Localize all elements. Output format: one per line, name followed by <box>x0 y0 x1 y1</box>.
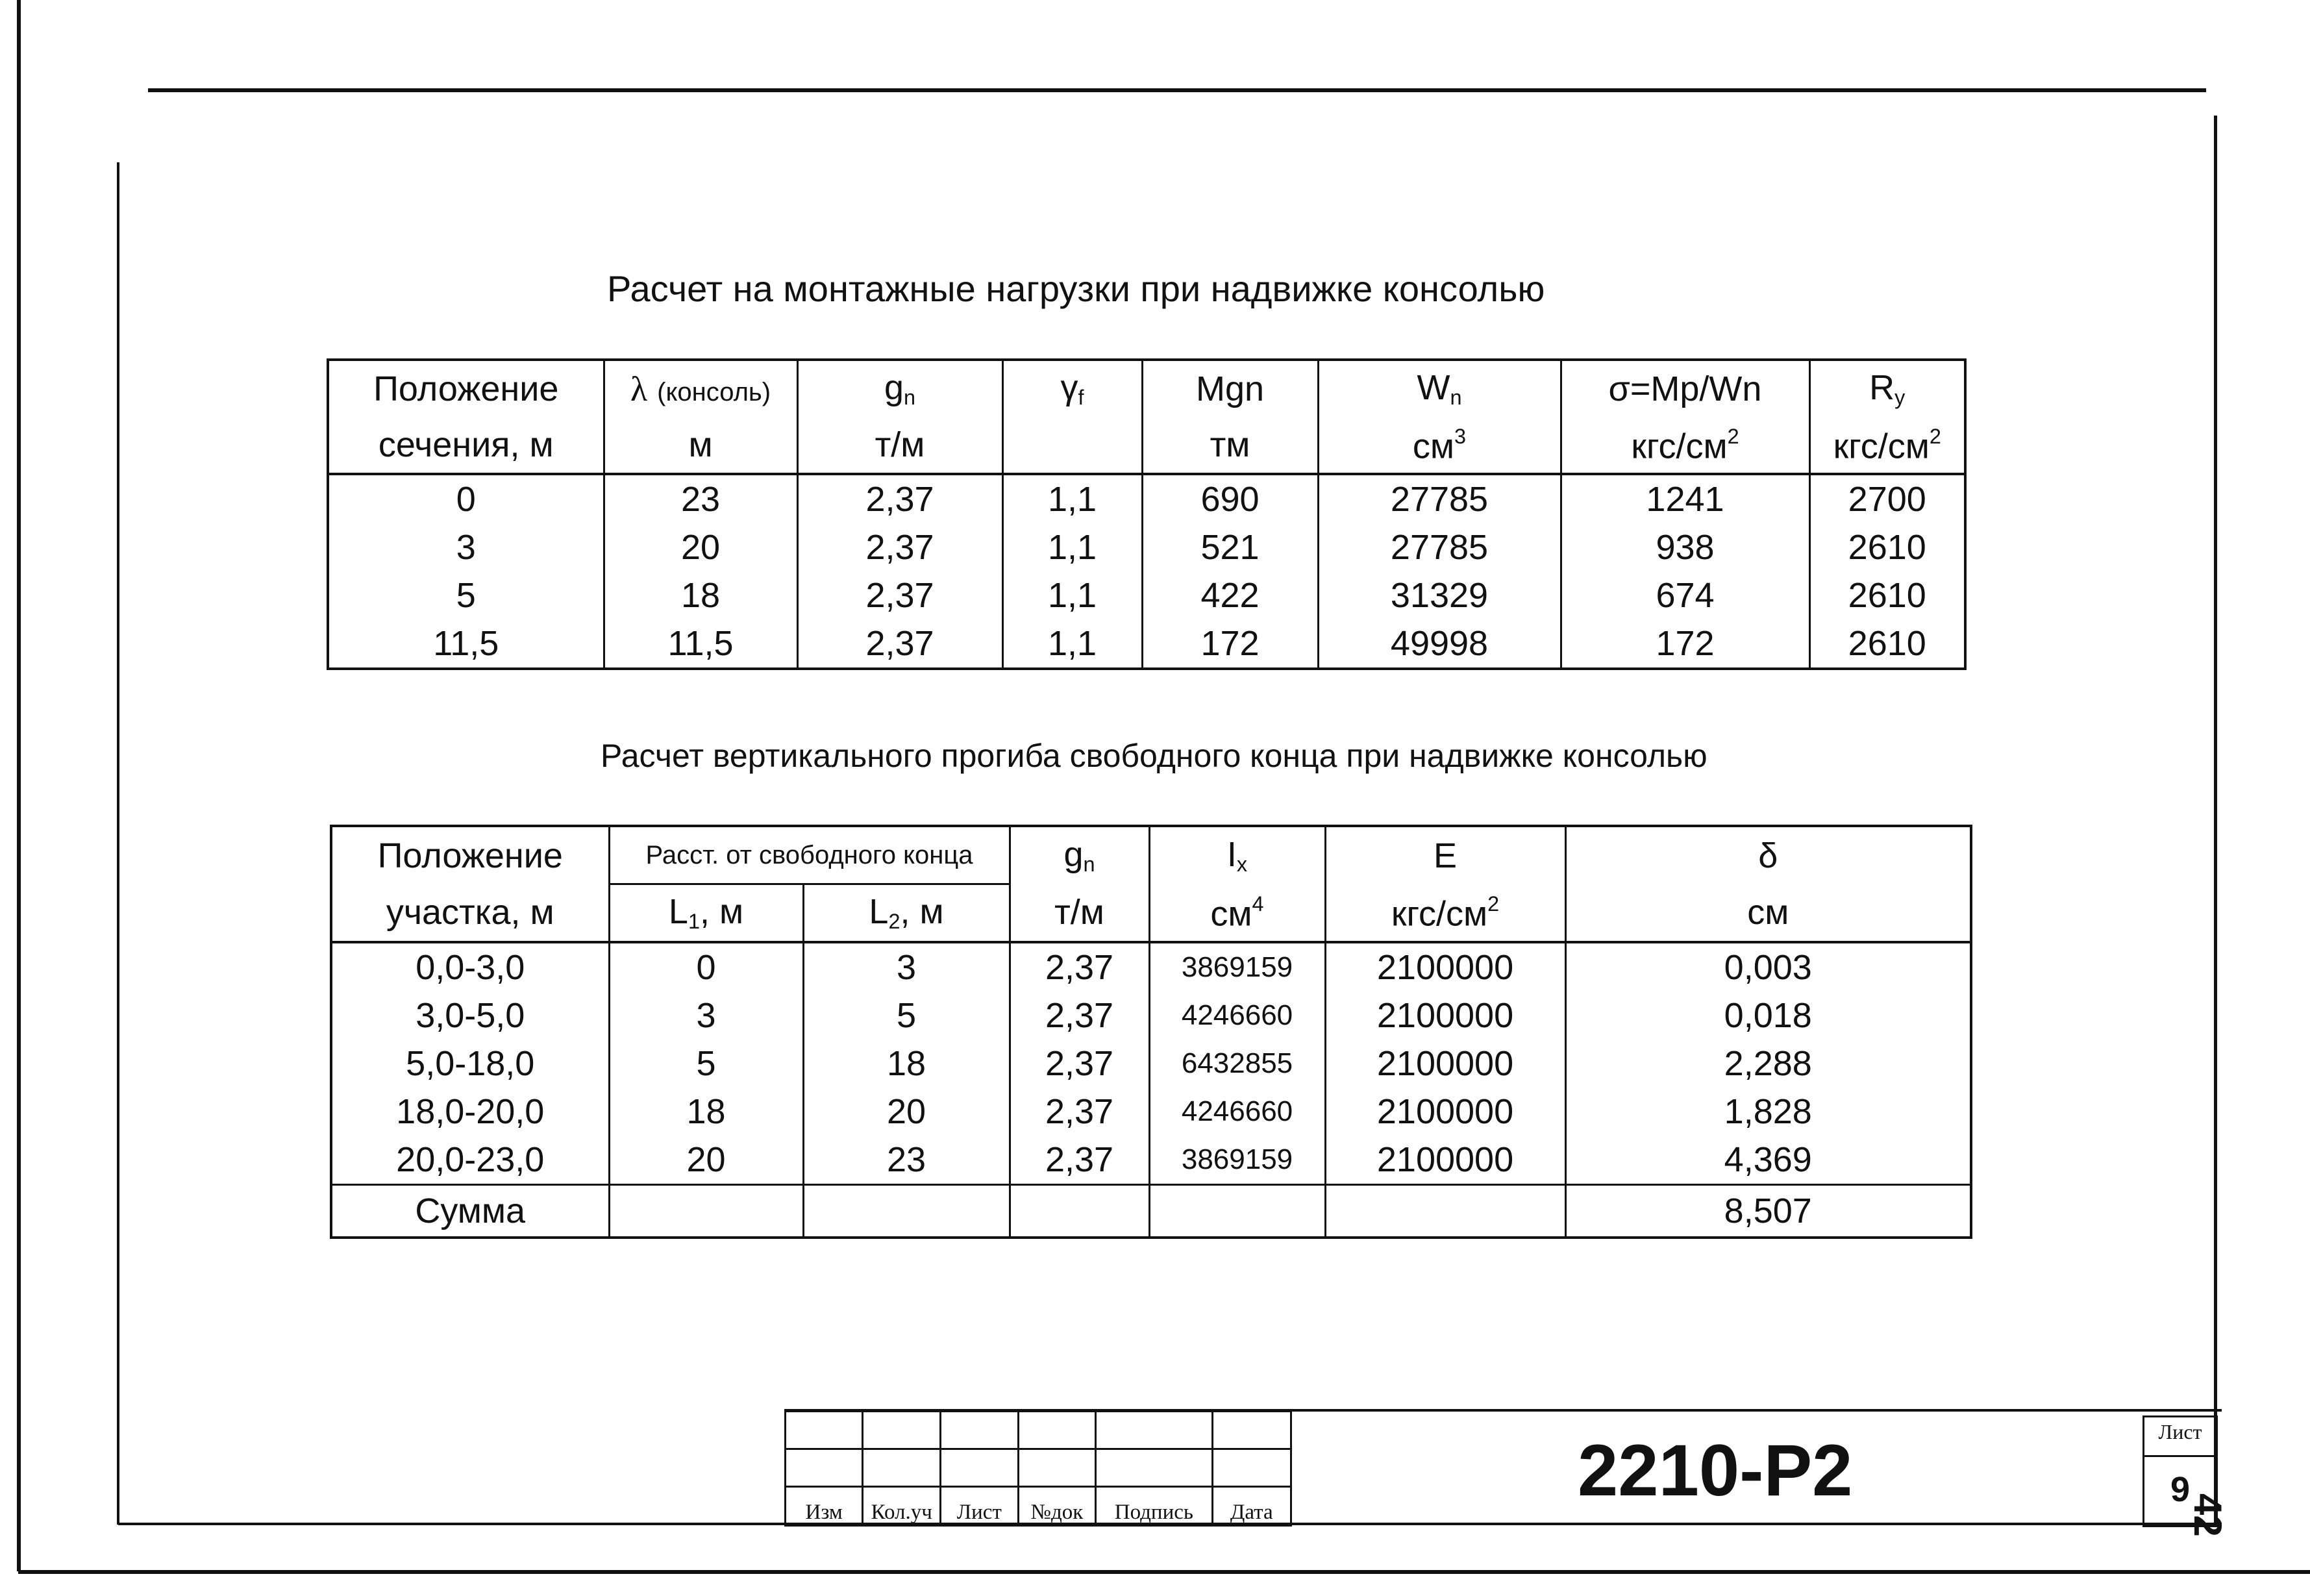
sigma-unit-sup: 2 <box>1727 424 1739 448</box>
col-gn-header <box>797 360 1002 417</box>
cell-gn: 2,37 <box>797 619 1002 669</box>
col-section-bottom: участка, м <box>331 884 609 943</box>
cell-l2: 5 <box>803 991 1010 1040</box>
col-e-header: E <box>1325 826 1565 884</box>
l2-unit: , м <box>900 892 944 931</box>
sum-row <box>331 1185 1971 1238</box>
lambda-symbol: λ <box>630 369 648 408</box>
cell-gn: 2,37 <box>1010 1040 1149 1088</box>
lambda-unit: м <box>604 417 797 474</box>
cell-l1: 5 <box>609 1040 803 1088</box>
gamma-symbol: γ <box>1060 368 1078 407</box>
cell-l2: 23 <box>803 1136 1010 1185</box>
col-ix-header <box>1149 826 1325 884</box>
ix-subscript: x <box>1236 852 1248 876</box>
table2-title: Расчет вертикального прогиба свободного конца при надвижке консолью <box>601 738 1708 774</box>
col-ry-header <box>1809 360 1965 417</box>
drawing-code: 2210-Р2 <box>1578 1430 1853 1511</box>
sum-empty <box>1325 1185 1565 1238</box>
outer-left-edge <box>17 0 21 1571</box>
cell-l2: 3 <box>803 942 1010 991</box>
cell-lambda: 23 <box>604 474 797 523</box>
cell-e: 2100000 <box>1325 1088 1565 1136</box>
stamp-col-list: Лист <box>941 1487 1018 1526</box>
gn-symbol: g <box>884 368 904 407</box>
cell-mgn: 422 <box>1142 571 1318 619</box>
cell-pos: 18,0-20,0 <box>331 1088 609 1136</box>
table1-header-row <box>328 360 1965 417</box>
deflection-calc-table <box>330 825 1972 1239</box>
table-row <box>331 1088 1971 1136</box>
l2-symbol: L <box>869 892 889 931</box>
page-number: 42 <box>2186 1493 2229 1537</box>
cell-ry: 2700 <box>1809 474 1965 523</box>
ry-symbol: R <box>1869 368 1895 407</box>
ix-symbol: I <box>1226 834 1237 874</box>
gn-subscript: n <box>1083 852 1095 876</box>
cell-gn: 2,37 <box>797 523 1002 571</box>
cell-delta: 4,369 <box>1565 1136 1971 1185</box>
cell-gamma: 1,1 <box>1002 523 1142 571</box>
frame-top-line <box>148 88 2206 92</box>
col-sigma-header: σ=Mp/Wn <box>1561 360 1809 417</box>
table-row <box>328 571 1965 619</box>
table2-header-row <box>331 826 1971 884</box>
cell-gn: 2,37 <box>1010 1136 1149 1185</box>
cell-l1: 20 <box>609 1136 803 1185</box>
cell-mgn: 521 <box>1142 523 1318 571</box>
cell-delta: 1,828 <box>1565 1088 1971 1136</box>
cell-pos: 11,5 <box>328 619 604 669</box>
col-position-top: Положение <box>328 360 604 417</box>
cell-mgn: 172 <box>1142 619 1318 669</box>
stamp-col-koluch: Кол.уч <box>863 1487 941 1526</box>
stamp-col-ndok: №док <box>1018 1487 1096 1526</box>
table1-title: Расчет на монтажные нагрузки при надвижке консолью <box>607 268 1545 309</box>
cell-ix: 6432855 <box>1149 1040 1325 1088</box>
sum-empty <box>803 1185 1010 1238</box>
cell-ry: 2610 <box>1809 571 1965 619</box>
table-row <box>331 942 1971 991</box>
mgn-unit: тм <box>1142 417 1318 474</box>
sum-empty <box>609 1185 803 1238</box>
gn-symbol: g <box>1063 834 1084 874</box>
stamp-col-data: Дата <box>1212 1487 1291 1526</box>
cell-l1: 3 <box>609 991 803 1040</box>
frame-left-line <box>117 162 119 1525</box>
cell-lambda: 18 <box>604 571 797 619</box>
table2-units-row <box>331 884 1971 943</box>
l2-subscript: 2 <box>888 909 900 933</box>
col-gn-header <box>1010 826 1149 884</box>
cell-pos: 3 <box>328 523 604 571</box>
cell-mgn: 690 <box>1142 474 1318 523</box>
outer-bottom-edge <box>18 1570 2310 1574</box>
cell-gamma: 1,1 <box>1002 474 1142 523</box>
ix-unit-text: см <box>1210 894 1252 934</box>
col-mgn-header: Mgn <box>1142 360 1318 417</box>
cell-pos: 0 <box>328 474 604 523</box>
stamp-col-podpis: Подпись <box>1096 1487 1212 1526</box>
frame-right-line <box>2214 116 2217 1525</box>
table-row <box>328 474 1965 523</box>
cell-gn: 2,37 <box>1010 942 1149 991</box>
cell-wn: 49998 <box>1318 619 1561 669</box>
cell-wn: 27785 <box>1318 474 1561 523</box>
cell-gamma: 1,1 <box>1002 571 1142 619</box>
col-position-bottom: сечения, м <box>328 417 604 474</box>
cell-gn: 2,37 <box>797 571 1002 619</box>
col-distance-header: Расст. от свободного конца <box>609 826 1010 884</box>
lambda-note: (консоль) <box>657 378 771 406</box>
cell-gamma: 1,1 <box>1002 619 1142 669</box>
cell-l1: 0 <box>609 942 803 991</box>
cell-gn: 2,37 <box>1010 1088 1149 1136</box>
sum-label: Сумма <box>331 1185 609 1238</box>
wn-unit-text: см <box>1412 427 1455 466</box>
load-calc-table <box>327 358 1967 670</box>
col-l2-header <box>803 884 1010 943</box>
sigma-unit-text: кгс/см <box>1631 427 1728 466</box>
col-l1-header <box>609 884 803 943</box>
cell-ry: 2610 <box>1809 619 1965 669</box>
e-unit-sup: 2 <box>1487 892 1500 916</box>
cell-ix: 3869159 <box>1149 942 1325 991</box>
cell-ix: 3869159 <box>1149 1136 1325 1185</box>
col-delta-header: δ <box>1565 826 1971 884</box>
table-row <box>328 523 1965 571</box>
table-row <box>328 619 1965 669</box>
table-row <box>331 1040 1971 1088</box>
sheet-label: Лист <box>2144 1420 2216 1457</box>
cell-sigma: 1241 <box>1561 474 1809 523</box>
ry-unit <box>1809 417 1965 474</box>
cell-ix: 4246660 <box>1149 991 1325 1040</box>
revision-stamp <box>784 1410 1292 1527</box>
col-gamma-header <box>1002 360 1142 417</box>
cell-gn: 2,37 <box>1010 991 1149 1040</box>
ry-unit-sup: 2 <box>1929 424 1941 448</box>
wn-subscript: n <box>1450 385 1462 409</box>
delta-unit: см <box>1565 884 1971 943</box>
gn-subscript: n <box>904 385 916 409</box>
cell-pos: 3,0-5,0 <box>331 991 609 1040</box>
ix-unit-sup: 4 <box>1252 892 1264 916</box>
sum-empty <box>1010 1185 1149 1238</box>
e-unit-text: кгс/см <box>1391 894 1488 934</box>
cell-pos: 5,0-18,0 <box>331 1040 609 1088</box>
wn-symbol: W <box>1417 368 1450 407</box>
cell-delta: 0,003 <box>1565 942 1971 991</box>
e-unit <box>1325 884 1565 943</box>
cell-wn: 27785 <box>1318 523 1561 571</box>
cell-l2: 18 <box>803 1040 1010 1088</box>
ix-unit <box>1149 884 1325 943</box>
gamma-unit <box>1002 417 1142 474</box>
cell-pos: 0,0-3,0 <box>331 942 609 991</box>
table-row <box>331 991 1971 1040</box>
ry-unit-text: кгс/см <box>1833 427 1930 466</box>
col-section-top: Положение <box>331 826 609 884</box>
sum-empty <box>1149 1185 1325 1238</box>
cell-delta: 0,018 <box>1565 991 1971 1040</box>
gn-unit: т/м <box>1010 884 1149 943</box>
cell-l2: 20 <box>803 1088 1010 1136</box>
cell-e: 2100000 <box>1325 1040 1565 1088</box>
cell-pos: 5 <box>328 571 604 619</box>
ry-subscript: y <box>1894 385 1906 409</box>
cell-l1: 18 <box>609 1088 803 1136</box>
cell-sigma: 938 <box>1561 523 1809 571</box>
sigma-unit <box>1561 417 1809 474</box>
wn-unit-sup: 3 <box>1454 424 1467 448</box>
l1-symbol: L <box>668 892 688 931</box>
sheet-number: 9 <box>2170 1470 2191 1509</box>
col-wn-header <box>1318 360 1561 417</box>
stamp-labels-row <box>786 1487 1291 1526</box>
cell-gn: 2,37 <box>797 474 1002 523</box>
cell-e: 2100000 <box>1325 991 1565 1040</box>
cell-wn: 31329 <box>1318 571 1561 619</box>
cell-lambda: 11,5 <box>604 619 797 669</box>
stamp-top-line <box>784 1409 2222 1412</box>
l1-unit: , м <box>699 892 744 931</box>
cell-sigma: 674 <box>1561 571 1809 619</box>
cell-ix: 4246660 <box>1149 1088 1325 1136</box>
wn-unit <box>1318 417 1561 474</box>
table1-units-row <box>328 417 1965 474</box>
cell-pos: 20,0-23,0 <box>331 1136 609 1185</box>
l1-subscript: 1 <box>688 909 700 933</box>
cell-e: 2100000 <box>1325 1136 1565 1185</box>
stamp-col-izm: Изм <box>786 1487 863 1526</box>
cell-ry: 2610 <box>1809 523 1965 571</box>
table-row <box>331 1136 1971 1185</box>
col-lambda-header <box>604 360 797 417</box>
cell-lambda: 20 <box>604 523 797 571</box>
cell-e: 2100000 <box>1325 942 1565 991</box>
cell-sigma: 172 <box>1561 619 1809 669</box>
sum-value: 8,507 <box>1565 1185 1971 1238</box>
gamma-subscript: f <box>1078 385 1084 409</box>
cell-delta: 2,288 <box>1565 1040 1971 1088</box>
gn-unit: т/м <box>797 417 1002 474</box>
